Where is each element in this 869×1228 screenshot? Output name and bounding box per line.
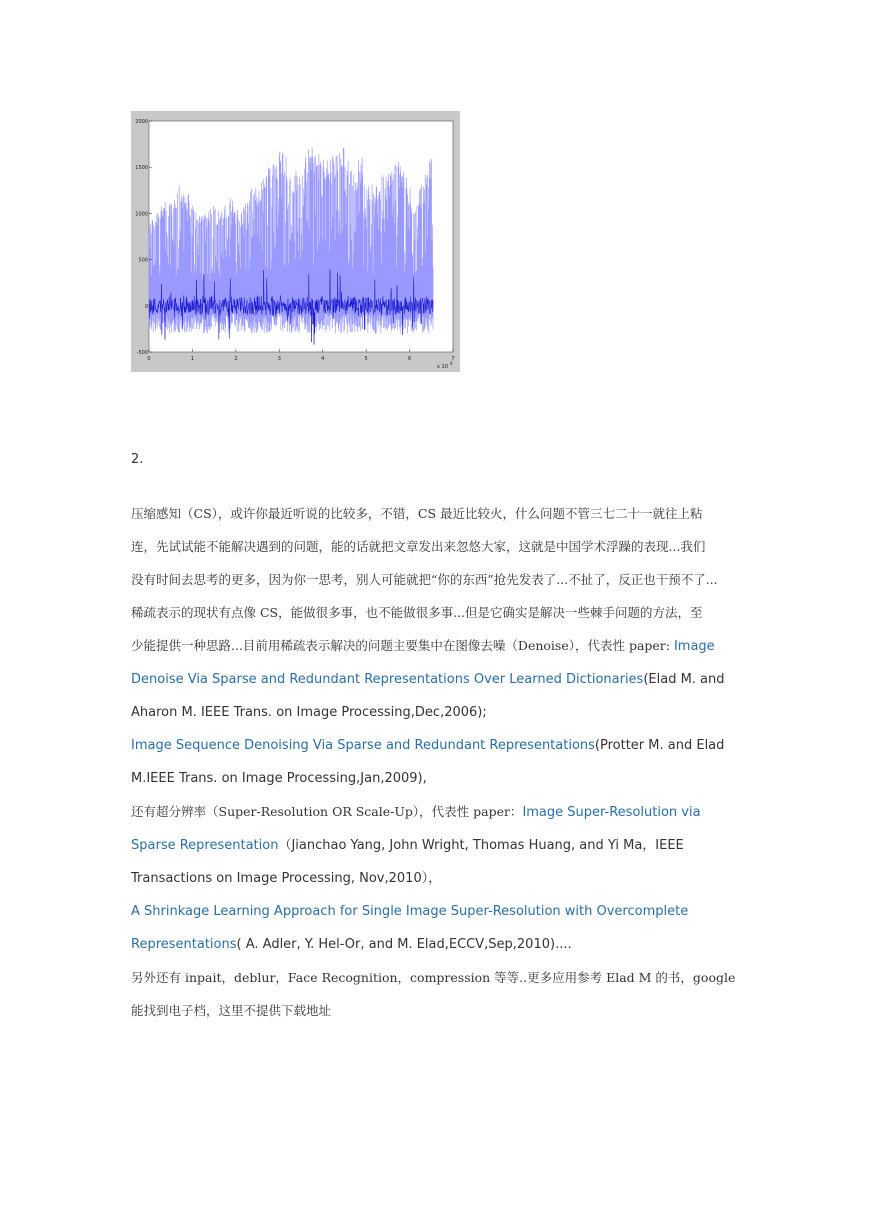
y-tick-label: 2000 xyxy=(135,119,148,125)
text-line: Transactions on Image Processing, Nov,2010）， xyxy=(131,871,442,886)
article-paragraph xyxy=(131,497,741,1027)
text-line: 没有时间去思考的更多，因为你一思考，别人可能就把“你的东西”抢先发表了...不扯了，反正也干预不了... xyxy=(131,572,718,587)
paper-link-image-sequence-denoising[interactable]: Image Sequence Denoising Via Sparse and Redundant Representations xyxy=(131,738,595,753)
paper-link-shrinkage-learning[interactable]: A Shrinkage Learning Approach for Single Image Super-Resolution with Overcomplete xyxy=(131,904,689,919)
text-line xyxy=(131,663,741,696)
text-line: Aharon M. IEEE Trans. on Image Processing,Dec,2006); xyxy=(131,705,487,720)
text-line: M.IEEE Trans. on Image Processing,Jan,2009), xyxy=(131,771,427,786)
x-tick-label: 2 xyxy=(234,356,238,362)
x-tick-label: 1 xyxy=(190,356,195,362)
text-line: 连，先试试能不能解决遇到的问题，能的话就把文章发出来忽悠大家，这就是中国学术浮躁的表现...我们 xyxy=(131,539,706,554)
x-tick-label: 4 xyxy=(321,356,325,362)
text-line: 压缩感知（CS），或许你最近听说的比较多，不错，CS 最近比较火，什么问题不管三七二十一就往上粘 xyxy=(131,506,703,521)
text-line: 稀疏表示的现状有点像 CS，能做很多事，也不能做很多事...但是它确实是解决一些棘手问题的方法，至 xyxy=(131,605,703,620)
text-line xyxy=(131,795,741,829)
reference-text: (Protter M. and Elad xyxy=(594,738,725,753)
section-number: 2. xyxy=(131,452,144,467)
paper-link-super-resolution[interactable]: Image Super-Resolution via xyxy=(522,805,701,820)
x-tick-label: 0 xyxy=(147,356,151,362)
x-tick-label: 3 xyxy=(277,356,281,362)
plot-svg xyxy=(131,111,460,372)
text-span: 少能提供一种思路...目前用稀疏表示解决的问题主要集中在图像去噪（Denoise），代表性 paper: xyxy=(131,638,674,653)
text-line xyxy=(131,895,741,928)
paper-link-image-denoise[interactable]: Image xyxy=(673,639,715,654)
text-line: 另外还有 inpait，deblur，Face Recognition，compression 等等..更多应用参考 Elad M 的书，google xyxy=(131,970,736,985)
reference-text: ( A. Adler, Y. Hel-Or, and M. Elad,ECCV,Sep,2010).... xyxy=(236,937,572,952)
reference-text: (Elad M. and xyxy=(643,672,725,687)
paper-link-super-resolution-cont[interactable]: Sparse Representation xyxy=(131,838,279,853)
text-line xyxy=(131,829,741,862)
paper-link-shrinkage-learning-cont[interactable]: Representations xyxy=(131,937,237,952)
y-tick-label: 1000 xyxy=(135,211,148,218)
x-multiplier-label: x 10 xyxy=(437,364,448,370)
text-line xyxy=(131,729,741,762)
x-multiplier-exponent: 4 xyxy=(450,361,453,366)
text-line xyxy=(131,928,741,961)
text-line xyxy=(131,629,741,663)
y-tick-label: -500 xyxy=(136,350,148,356)
y-tick-label: 0 xyxy=(144,303,148,310)
x-tick-label: 6 xyxy=(407,356,412,362)
signal-plot xyxy=(131,111,460,372)
text-line: 能找到电子档，这里不提供下载地址 xyxy=(131,1003,332,1018)
text-span: 还有超分辨率（Super-Resolution OR Scale-Up），代表性 paper： xyxy=(131,804,523,819)
x-tick-label: 7 xyxy=(451,356,455,362)
x-tick-label: 5 xyxy=(364,356,368,362)
paper-link-image-denoise-cont[interactable]: Denoise Via Sparse and Redundant Representations Over Learned Dictionaries xyxy=(131,672,644,687)
y-tick-label: 500 xyxy=(138,257,148,264)
reference-text: （Jianchao Yang, John Wright, Thomas Huang, and Yi Ma，IEEE xyxy=(278,838,684,853)
y-tick-label: 1500 xyxy=(135,165,148,172)
